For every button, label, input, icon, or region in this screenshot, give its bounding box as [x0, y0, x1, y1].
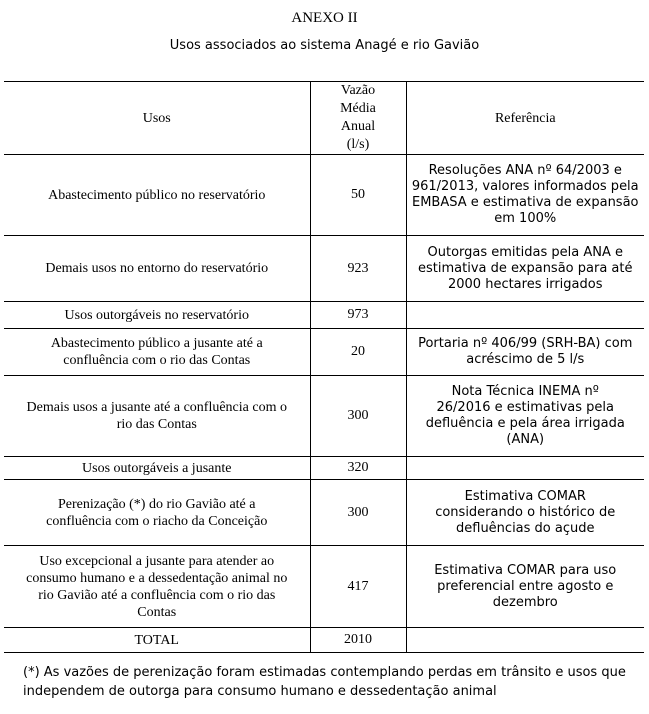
reference-cell: Nota Técnica INEMA nº 26/2016 e estimativas pela defluência e pela área irrigada (ANA) [425, 384, 625, 447]
table-row [4, 236, 644, 302]
table-row [4, 480, 644, 546]
flow-cell: 50 [310, 155, 406, 236]
footnote: (*) As vazões de perenização foram estimadas contemplando perdas em trânsito e usos que independem de outorga para consumo humano e dessedentação animal [23, 665, 626, 699]
reference-cell: Estimativa COMAR para uso preferencial entre agosto e dezembro [434, 562, 617, 610]
reference-cell [406, 628, 644, 653]
total-row [4, 628, 644, 653]
use-cell: Demais usos no entorno do reservatório [4, 236, 310, 302]
flow-cell: 2010 [310, 628, 406, 653]
reference-cell [406, 457, 644, 480]
use-cell: Perenização (*) do rio Gavião até a confluência com o riacho da Conceição [4, 480, 310, 546]
use-cell: Uso excepcional a jusante para atender ao consumo humano e a dessedentação animal no rio Gavião até a confluência com o rio das Contas [4, 546, 310, 628]
table-header-row [4, 82, 644, 155]
column-header-reference: Referência [494, 110, 556, 126]
annex-title: ANEXO II [291, 10, 358, 26]
flow-cell: 417 [310, 546, 406, 628]
table-row [4, 155, 644, 236]
use-cell: TOTAL [4, 628, 310, 653]
uses-table [4, 81, 644, 653]
table-row [4, 376, 644, 457]
flow-cell: 320 [310, 457, 406, 480]
use-cell: Usos outorgáveis a jusante [4, 457, 310, 480]
subtotal-row [4, 457, 644, 480]
table-row [4, 329, 644, 376]
annex-subtitle: Usos associados ao sistema Anagé e rio Gavião [169, 38, 480, 53]
reference-cell [406, 302, 644, 329]
reference-cell: Estimativa COMAR considerando o histórico de defluências do açude [435, 488, 616, 536]
flow-cell: 20 [310, 329, 406, 376]
table-row [4, 546, 644, 628]
use-cell: Abastecimento público a jusante até a confluência com o rio das Contas [4, 329, 310, 376]
use-cell: Usos outorgáveis no reservatório [4, 302, 310, 329]
flow-cell: 300 [310, 376, 406, 457]
subtotal-row [4, 302, 644, 329]
reference-cell: Resoluções ANA nº 64/2003 e 961/2013, valores informados pela EMBASA e estimativa de expansão em 100% [411, 163, 639, 226]
use-cell: Abastecimento público no reservatório [4, 155, 310, 236]
use-cell: Demais usos a jusante até a confluência com o rio das Contas [4, 376, 310, 457]
column-header-flow: Vazão Média Anual (l/s) [310, 82, 406, 155]
reference-cell: Portaria nº 406/99 (SRH-BA) com acréscimo de 5 l/s [418, 336, 633, 367]
flow-cell: 923 [310, 236, 406, 302]
reference-cell: Outorgas emitidas pela ANA e estimativa de expansão para até 2000 hectares irrigados [418, 244, 633, 292]
flow-cell: 300 [310, 480, 406, 546]
flow-cell: 973 [310, 302, 406, 329]
column-header-uses: Usos [4, 82, 310, 155]
